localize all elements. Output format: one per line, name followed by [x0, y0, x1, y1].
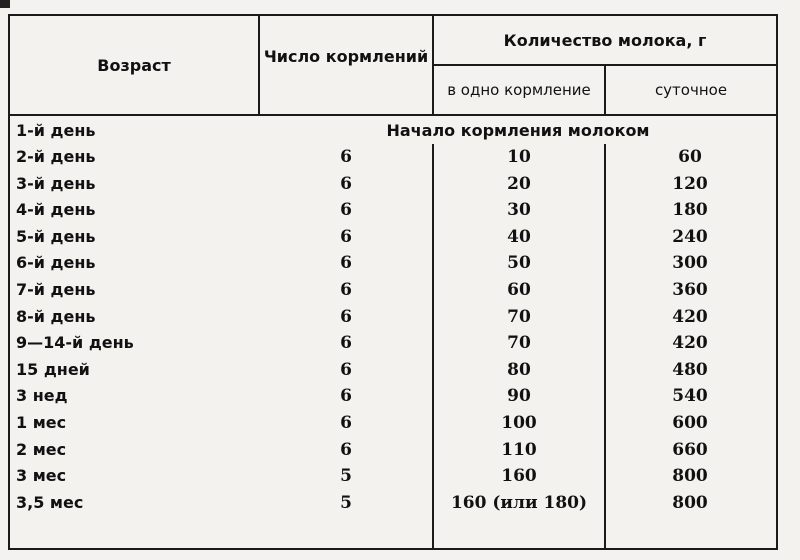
cell-feedings: 6 [340, 280, 352, 300]
cell-feedings: 6 [340, 333, 352, 354]
cell-daily: 660 [672, 439, 708, 460]
cell-note: Начало кормления молоком [260, 118, 776, 144]
cell-daily: 300 [672, 253, 708, 274]
header-daily: суточное [654, 81, 728, 99]
cell-per-feeding: 40 [507, 226, 531, 247]
cell-per-feeding: 160 (или 180) [450, 492, 588, 513]
header-feedings: Число кормлений [263, 46, 429, 66]
cell-daily: 180 [672, 200, 708, 221]
cell-per-feeding: 10 [507, 147, 531, 167]
cell-per-feeding: 70 [507, 333, 531, 354]
cell-feedings: 6 [340, 413, 352, 433]
cell-feedings: 6 [340, 226, 352, 247]
cell-feedings: 6 [340, 200, 352, 221]
cell-age: 5-й день [16, 226, 96, 246]
cell-age: 4-й день [16, 200, 96, 220]
cell-per-feeding: 100 [501, 413, 537, 433]
cell-daily: 800 [672, 466, 708, 487]
cell-per-feeding: 90 [507, 386, 531, 407]
table-row [10, 357, 776, 383]
cell-daily: 480 [672, 359, 708, 380]
cell-daily: 420 [672, 306, 708, 327]
cell-age: 3 нед [16, 386, 68, 406]
scan-corner-mark [0, 0, 10, 8]
table-row [10, 383, 776, 409]
cell-feedings: 6 [340, 306, 352, 327]
cell-feedings: 6 [340, 439, 352, 460]
cell-daily: 360 [672, 280, 708, 300]
cell-age: 2 мес [16, 439, 67, 459]
cell-age: 7-й день [16, 280, 96, 299]
cell-age: 3 мес [16, 466, 67, 486]
cell-age: 8-й день [16, 306, 96, 326]
feeding-table [8, 14, 778, 550]
cell-feedings: 6 [340, 386, 352, 407]
cell-daily: 120 [672, 173, 708, 194]
cell-feedings: 6 [340, 253, 352, 274]
cell-daily: 420 [672, 333, 708, 354]
table-row [10, 490, 776, 516]
cell-daily: 600 [672, 413, 708, 433]
cell-feedings: 6 [340, 359, 352, 380]
table-row [10, 330, 776, 356]
table-row [10, 250, 776, 276]
cell-feedings: 6 [340, 147, 352, 167]
cell-age: 3,5 мес [16, 492, 84, 512]
table-row [10, 463, 776, 489]
table-row [10, 304, 776, 330]
cell-age: 1-й день [16, 121, 96, 140]
cell-per-feeding: 70 [507, 306, 531, 327]
cell-per-feeding: 30 [507, 200, 531, 221]
header-age: Возраст [97, 55, 171, 75]
cell-age: 3-й день [16, 173, 96, 193]
cell-daily: 540 [672, 386, 708, 407]
cell-per-feeding: 50 [507, 253, 531, 274]
cell-age: 15 дней [16, 359, 90, 379]
header-per-feeding: в одно кормление [447, 81, 591, 99]
cell-age: 2-й день [16, 147, 96, 166]
cell-daily: 60 [678, 147, 702, 167]
cell-age: 6-й день [16, 253, 96, 273]
cell-age: 9—14-й день [16, 333, 134, 353]
cell-feedings: 5 [340, 492, 352, 513]
header-milk-amount: Количество молока, г [503, 30, 707, 50]
cell-daily: 240 [672, 226, 708, 247]
table-row [10, 224, 776, 250]
cell-daily: 800 [672, 492, 708, 513]
header-bottom-border [10, 114, 776, 116]
cell-feedings: 6 [340, 173, 352, 194]
cell-per-feeding: 80 [507, 359, 531, 380]
table-row-first [10, 118, 776, 144]
cell-per-feeding: 110 [501, 439, 537, 460]
table-row [10, 410, 776, 436]
table-row [10, 144, 776, 170]
table-row [10, 277, 776, 303]
cell-feedings: 5 [340, 466, 352, 487]
cell-per-feeding: 20 [507, 173, 531, 194]
table-row [10, 171, 776, 197]
table-row [10, 197, 776, 223]
cell-age: 1 мес [16, 413, 67, 432]
cell-per-feeding: 160 [501, 466, 537, 487]
table-row [10, 437, 776, 463]
cell-per-feeding: 60 [507, 280, 531, 300]
